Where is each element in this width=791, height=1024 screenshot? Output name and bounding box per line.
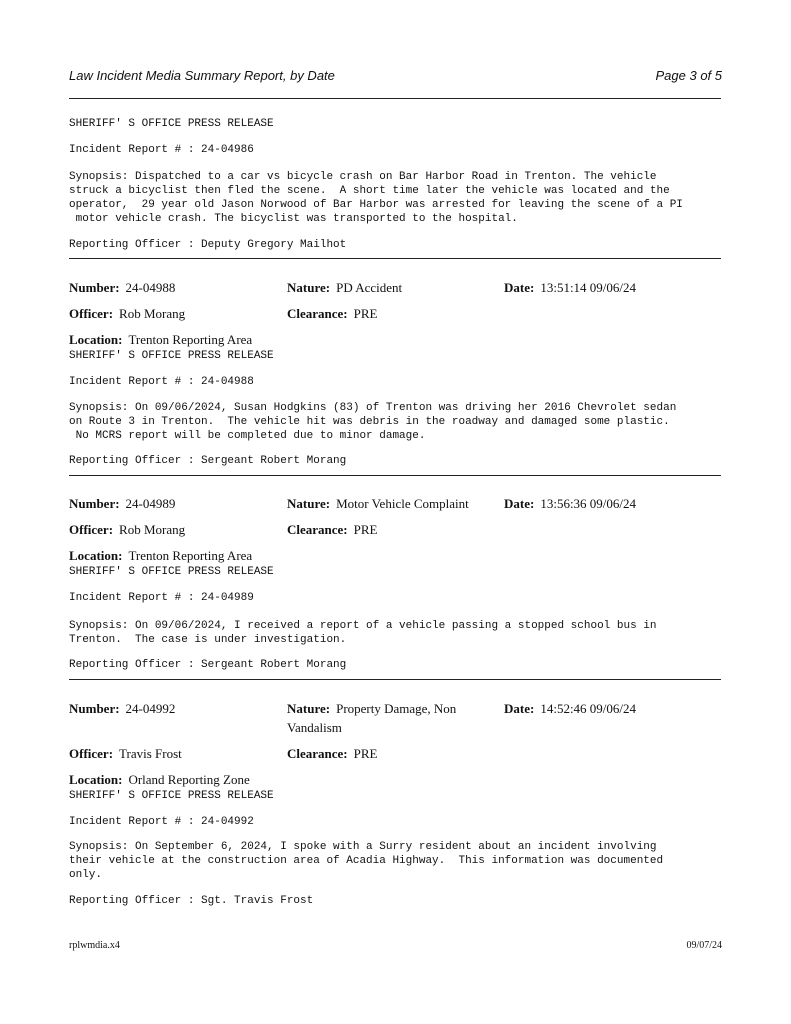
incident-number: Number: 24-04988 <box>69 280 176 295</box>
incident-report-number: Incident Report # : 24-04986 <box>69 144 254 156</box>
incident-location: Location: Trenton Reporting Area <box>69 332 253 347</box>
reporting-officer: Reporting Officer : Sgt. Travis Frost <box>69 895 314 907</box>
synopsis-text: Synopsis: On 09/06/2024, Susan Hodgkins (83) of Trenton was driving her 2016 Chevrolet sedan on Route 3 in Trenton. The vehicle hit was debris in the roadway and damaged some plastic. No MCRS report will be completed due to minor damage. <box>69 402 677 442</box>
synopsis-text: Synopsis: Dispatched to a car vs bicycle crash on Bar Harbor Road in Trenton. The vehicle struck a bicyclist then fled the scene. A short time later the vehicle was located and the operator, 29 year old Jason Norwood of Bar Harbor was arrested for leaving the scene of a PI motor vehicle crash. The bicyclist was transported to the hospital. <box>69 171 683 225</box>
incident-location: Location: Orland Reporting Zone <box>69 772 250 787</box>
incident-clearance: Clearance: PRE <box>287 306 378 321</box>
incident-nature: Nature: PD Accident <box>287 280 403 295</box>
report-title: Law Incident Media Summary Report, by Date <box>69 68 335 83</box>
press-release-heading: SHERIFF' S OFFICE PRESS RELEASE <box>69 118 274 130</box>
incident-report-number: Incident Report # : 24-04988 <box>69 376 254 388</box>
incident-clearance: Clearance: PRE <box>287 746 378 761</box>
header-divider <box>69 98 721 99</box>
incident-clearance: Clearance: PRE <box>287 522 378 537</box>
incident-officer: Officer: Travis Frost <box>69 746 182 761</box>
reporting-officer: Reporting Officer : Sergeant Robert Morang <box>69 659 347 671</box>
press-release-heading: SHERIFF' S OFFICE PRESS RELEASE <box>69 350 274 362</box>
footer-print-date: 09/07/24 <box>686 940 722 951</box>
incident-location: Location: Trenton Reporting Area <box>69 548 253 563</box>
incident-number: Number: 24-04989 <box>69 496 176 511</box>
reporting-officer: Reporting Officer : Deputy Gregory Mailhot <box>69 239 347 251</box>
incident-officer: Officer: Rob Morang <box>69 522 186 537</box>
reporting-officer: Reporting Officer : Sergeant Robert Morang <box>69 455 347 467</box>
press-release-heading: SHERIFF' S OFFICE PRESS RELEASE <box>69 566 274 578</box>
incident-date: Date: 14:52:46 09/06/24 <box>504 701 637 716</box>
entry-divider <box>69 258 721 259</box>
incident-date: Date: 13:56:36 09/06/24 <box>504 496 637 511</box>
entry-divider <box>69 679 721 680</box>
page-number: Page 3 of 5 <box>655 68 722 83</box>
footer-report-code: rplwmdia.x4 <box>69 940 120 951</box>
entry-divider <box>69 475 721 476</box>
synopsis-text: Synopsis: On 09/06/2024, I received a report of a vehicle passing a stopped school bus in Trenton. The case is under investigation. <box>69 620 657 646</box>
synopsis-text: Synopsis: On September 6, 2024, I spoke with a Surry resident about an incident involving their vehicle at the construction area of Acadia Highway. This information was documented only. <box>69 841 664 881</box>
incident-nature: Nature: Motor Vehicle Complaint <box>287 496 469 511</box>
incident-number: Number: 24-04992 <box>69 701 176 716</box>
press-release-heading: SHERIFF' S OFFICE PRESS RELEASE <box>69 790 274 802</box>
incident-officer: Officer: Rob Morang <box>69 306 186 321</box>
incident-nature: Nature: Property Damage, Non Vandalism <box>287 701 457 735</box>
incident-date: Date: 13:51:14 09/06/24 <box>504 280 637 295</box>
incident-report-number: Incident Report # : 24-04992 <box>69 816 254 828</box>
incident-report-number: Incident Report # : 24-04989 <box>69 592 254 604</box>
